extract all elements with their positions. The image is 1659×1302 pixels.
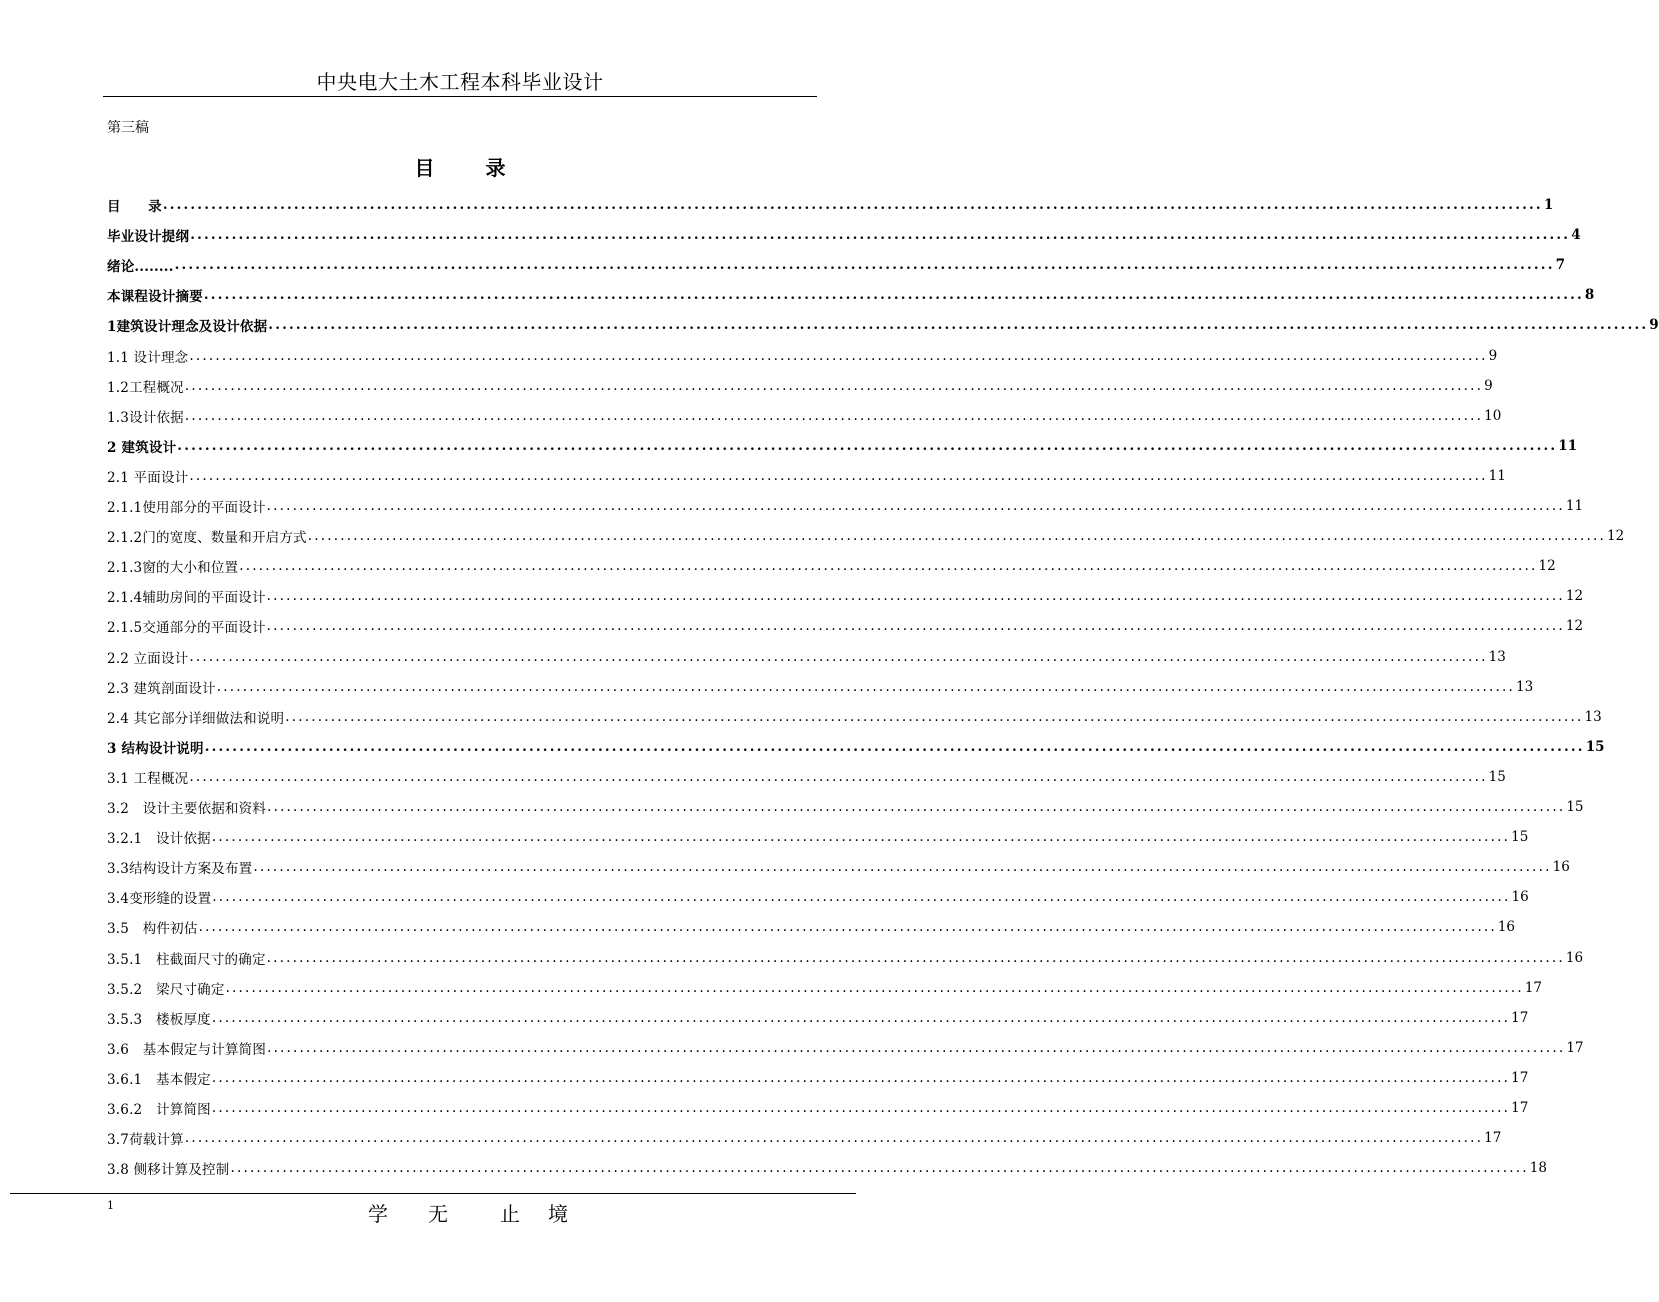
motto-char: 境 xyxy=(548,1202,568,1226)
toc-leader-dots: ........................................................................................................................................................................................................ xyxy=(189,347,1488,364)
toc-entry-page: 17 xyxy=(1511,1069,1529,1086)
toc-entry[interactable] xyxy=(107,523,1625,549)
toc-entry-label: 3.5 构件初估 xyxy=(107,921,198,938)
toc-entry[interactable] xyxy=(107,1065,1529,1091)
toc-entry[interactable] xyxy=(107,463,1506,489)
toc-entry[interactable] xyxy=(107,975,1543,1001)
toc-entry-page: 17 xyxy=(1511,1009,1529,1026)
toc-leader-dots: ........................................................................................................................................................................................................ xyxy=(267,799,1566,815)
toc-leader-dots: ........................................................................................................................................................................................................ xyxy=(174,257,1555,274)
toc-leader-dots: ........................................................................................................................................................................................................ xyxy=(190,227,1571,244)
toc-entry-page: 17 xyxy=(1511,1100,1529,1116)
toc-entry-label: 绪论........ xyxy=(107,259,174,276)
toc-entry-label: 1建筑设计理念及设计依据 xyxy=(107,319,268,336)
toc-leader-dots: ........................................................................................................................................................................................................ xyxy=(177,437,1558,454)
toc-entry-label: 2.1 平面设计 xyxy=(107,469,189,486)
toc-leader-dots: ........................................................................................................................................................................................................ xyxy=(307,528,1607,545)
toc-entry-label: 3.6 基本假定与计算简图 xyxy=(107,1041,267,1058)
toc-entry-page: 18 xyxy=(1529,1160,1547,1177)
toc-entry[interactable] xyxy=(107,1125,1502,1151)
toc-leader-dots: ........................................................................................................................................................................................................ xyxy=(230,1160,1529,1177)
toc-leader-dots: ........................................................................................................................................................................................................ xyxy=(189,648,1488,665)
toc-leader-dots: ........................................................................................................................................................................................................ xyxy=(266,949,1565,966)
toc-leader-dots: ........................................................................................................................................................................................................ xyxy=(189,467,1488,484)
toc-leader-dots: ........................................................................................................................................................................................................ xyxy=(162,197,1543,213)
motto-char: 学 xyxy=(368,1202,388,1226)
toc-leader-dots: ........................................................................................................................................................................................................ xyxy=(212,889,1511,906)
toc-entry-label: 2.1.5交通部分的平面设计 xyxy=(107,620,266,637)
toc-entry[interactable] xyxy=(107,312,1659,338)
toc-entry-label: 1.1 设计理念 xyxy=(107,349,189,366)
toc-entry-page: 17 xyxy=(1524,979,1543,996)
toc-entry-page: 4 xyxy=(1571,227,1581,244)
toc-entry-label: 3.6.2 计算简图 xyxy=(107,1102,211,1118)
toc-entry-page: 12 xyxy=(1565,588,1584,605)
toc-entry-label: 2.2 立面设计 xyxy=(107,650,189,667)
draft-label: 第三稿 xyxy=(107,120,149,136)
toc-leader-dots: ........................................................................................................................................................................................................ xyxy=(203,287,1584,304)
toc-entry-label: 3.7荷载计算 xyxy=(107,1132,184,1149)
toc-entry[interactable] xyxy=(107,644,1506,670)
toc-leader-dots: ........................................................................................................................................................................................................ xyxy=(184,377,1484,394)
toc-leader-dots: ........................................................................................................................................................................................................ xyxy=(211,829,1511,846)
footer-motto xyxy=(368,1198,568,1227)
toc-entry-page: 15 xyxy=(1488,768,1506,785)
toc-entry[interactable] xyxy=(107,854,1570,880)
toc-entry-label: 2.1.2门的宽度、数量和开启方式 xyxy=(107,530,307,547)
toc-entry[interactable] xyxy=(107,1005,1529,1031)
toc-entry-label: 1.2工程概况 xyxy=(107,379,184,396)
toc-leader-dots: ........................................................................................................................................................................................................ xyxy=(211,1009,1511,1026)
toc-entry[interactable] xyxy=(107,583,1584,609)
toc-leader-dots: ........................................................................................................................................................................................................ xyxy=(198,919,1497,936)
toc-entry-page: 13 xyxy=(1488,648,1506,665)
toc-entry[interactable] xyxy=(107,914,1516,940)
toc-leader-dots: ........................................................................................................................................................................................................ xyxy=(266,588,1565,605)
toc-entry[interactable] xyxy=(107,884,1529,910)
motto-char: 无 xyxy=(428,1202,448,1226)
toc-entry[interactable] xyxy=(107,613,1584,639)
toc-entry-label: 2.1.1使用部分的平面设计 xyxy=(107,500,266,516)
toc-entry-page: 16 xyxy=(1565,949,1584,966)
toc-entry-page: 17 xyxy=(1566,1039,1584,1056)
toc-entry-page: 9 xyxy=(1488,347,1498,364)
toc-entry[interactable] xyxy=(107,192,1554,218)
toc-entry-page: 13 xyxy=(1516,678,1534,695)
toc-entry-label: 2.1.3窗的大小和位置 xyxy=(107,560,239,577)
toc-leader-dots: ........................................................................................................................................................................................................ xyxy=(184,1130,1484,1147)
toc-entry-label: 3.2 设计主要依据和资料 xyxy=(107,801,267,817)
toc-title: 目 录 xyxy=(414,156,506,180)
toc-leader-dots: ........................................................................................................................................................................................................ xyxy=(266,618,1565,635)
toc-entry[interactable] xyxy=(107,222,1581,248)
toc-entry-page: 16 xyxy=(1511,889,1529,906)
toc-entry-page: 7 xyxy=(1555,257,1566,274)
toc-entry[interactable] xyxy=(107,493,1584,519)
toc-entry-label: 2.1.4辅助房间的平面设计 xyxy=(107,590,266,607)
toc-entry-page: 15 xyxy=(1511,829,1529,846)
toc-leader-dots: ........................................................................................................................................................................................................ xyxy=(268,317,1649,334)
toc-leader-dots: ........................................................................................................................................................................................................ xyxy=(184,407,1484,424)
motto-char: 止 xyxy=(500,1202,520,1226)
toc-entry-label: 3.2.1 设计依据 xyxy=(107,831,211,848)
toc-entry-label: 毕业设计提纲 xyxy=(107,229,190,246)
toc-entry[interactable] xyxy=(107,343,1498,369)
toc-entry-page: 12 xyxy=(1538,558,1556,575)
toc-leader-dots: ........................................................................................................................................................................................................ xyxy=(267,1039,1566,1056)
header-rule xyxy=(103,96,817,97)
toc-entry-label: 3.5.1 柱截面尺寸的确定 xyxy=(107,951,266,968)
toc-leader-dots: ........................................................................................................................................................................................................ xyxy=(239,558,1538,575)
toc-entry-label: 2.3 建筑剖面设计 xyxy=(107,680,216,697)
toc-entry[interactable] xyxy=(107,704,1602,730)
toc-entry-page: 16 xyxy=(1497,919,1516,936)
toc-entry[interactable] xyxy=(107,945,1584,971)
toc-entry-label: 2.4 其它部分详细做法和说明 xyxy=(107,710,285,727)
toc-entry-page: 16 xyxy=(1552,859,1570,876)
toc-entry[interactable] xyxy=(107,252,1566,278)
toc-entry-label: 2 建筑设计 xyxy=(107,439,177,456)
toc-entry[interactable] xyxy=(107,373,1493,399)
toc-leader-dots: ........................................................................................................................................................................................................ xyxy=(189,768,1488,785)
toc-entry-page: 13 xyxy=(1584,708,1602,725)
toc-entry-label: 3.8 侧移计算及控制 xyxy=(107,1162,230,1179)
toc-leader-dots: ........................................................................................................................................................................................................ xyxy=(211,1069,1511,1086)
toc-entry[interactable] xyxy=(107,433,1578,459)
toc-entry[interactable] xyxy=(107,794,1584,820)
toc-entry-page: 12 xyxy=(1565,618,1584,635)
toc-entry-page: 15 xyxy=(1585,738,1605,755)
toc-entry-page: 9 xyxy=(1649,317,1659,334)
toc-entry-page: 11 xyxy=(1488,467,1506,484)
toc-entry-page: 10 xyxy=(1484,407,1502,424)
toc-entry[interactable] xyxy=(107,824,1529,850)
toc-entry-label: 3.6.1 基本假定 xyxy=(107,1071,211,1088)
toc-entry[interactable] xyxy=(107,764,1506,790)
toc-entry[interactable] xyxy=(107,282,1595,308)
toc-leader-dots: ........................................................................................................................................................................................................ xyxy=(211,1100,1511,1116)
toc-leader-dots: ........................................................................................................................................................................................................ xyxy=(216,678,1516,695)
toc-entry-page: 17 xyxy=(1484,1130,1502,1147)
toc-entry[interactable] xyxy=(107,403,1502,429)
toc-entry-label: 3.5.2 梁尺寸确定 xyxy=(107,981,225,998)
toc-leader-dots: ........................................................................................................................................................................................................ xyxy=(266,498,1565,514)
toc-entry-label: 3.3结构设计方案及布置 xyxy=(107,861,253,878)
toc-leader-dots: ........................................................................................................................................................................................................ xyxy=(253,859,1552,876)
toc-entry-page: 11 xyxy=(1558,437,1578,454)
toc-entry-page: 9 xyxy=(1484,377,1493,394)
toc-leader-dots: ........................................................................................................................................................................................................ xyxy=(225,979,1524,996)
toc-entry-page: 11 xyxy=(1565,498,1584,514)
toc-entry-label: 3.5.3 楼板厚度 xyxy=(107,1011,211,1028)
toc-entry-label: 目 录 xyxy=(107,199,162,215)
running-header-title: 中央电大土木工程本科毕业设计 xyxy=(316,70,604,94)
toc-entry[interactable] xyxy=(107,1035,1584,1061)
toc-entry-page: 8 xyxy=(1584,287,1595,304)
toc-entry-page: 15 xyxy=(1566,799,1584,815)
toc-entry[interactable] xyxy=(107,734,1605,760)
toc-leader-dots: ........................................................................................................................................................................................................ xyxy=(204,738,1585,755)
toc-entry-page: 1 xyxy=(1543,197,1554,213)
toc-entry-label: 1.3设计依据 xyxy=(107,409,184,426)
toc-entry[interactable] xyxy=(107,553,1556,579)
footer-rule xyxy=(10,1193,856,1194)
toc-leader-dots: ........................................................................................................................................................................................................ xyxy=(285,708,1584,725)
toc-entry-label: 3 结构设计说明 xyxy=(107,740,204,757)
footer-page-number: 1 xyxy=(107,1199,114,1212)
toc-entry[interactable] xyxy=(107,1095,1529,1121)
toc-entry-page: 12 xyxy=(1607,528,1625,545)
toc-entry-label: 本课程设计摘要 xyxy=(107,289,203,306)
toc-entry[interactable] xyxy=(107,674,1534,700)
toc-entry-label: 3.4变形缝的设置 xyxy=(107,891,212,908)
toc-entry[interactable] xyxy=(107,1155,1547,1181)
toc-entry-label: 3.1 工程概况 xyxy=(107,770,189,787)
